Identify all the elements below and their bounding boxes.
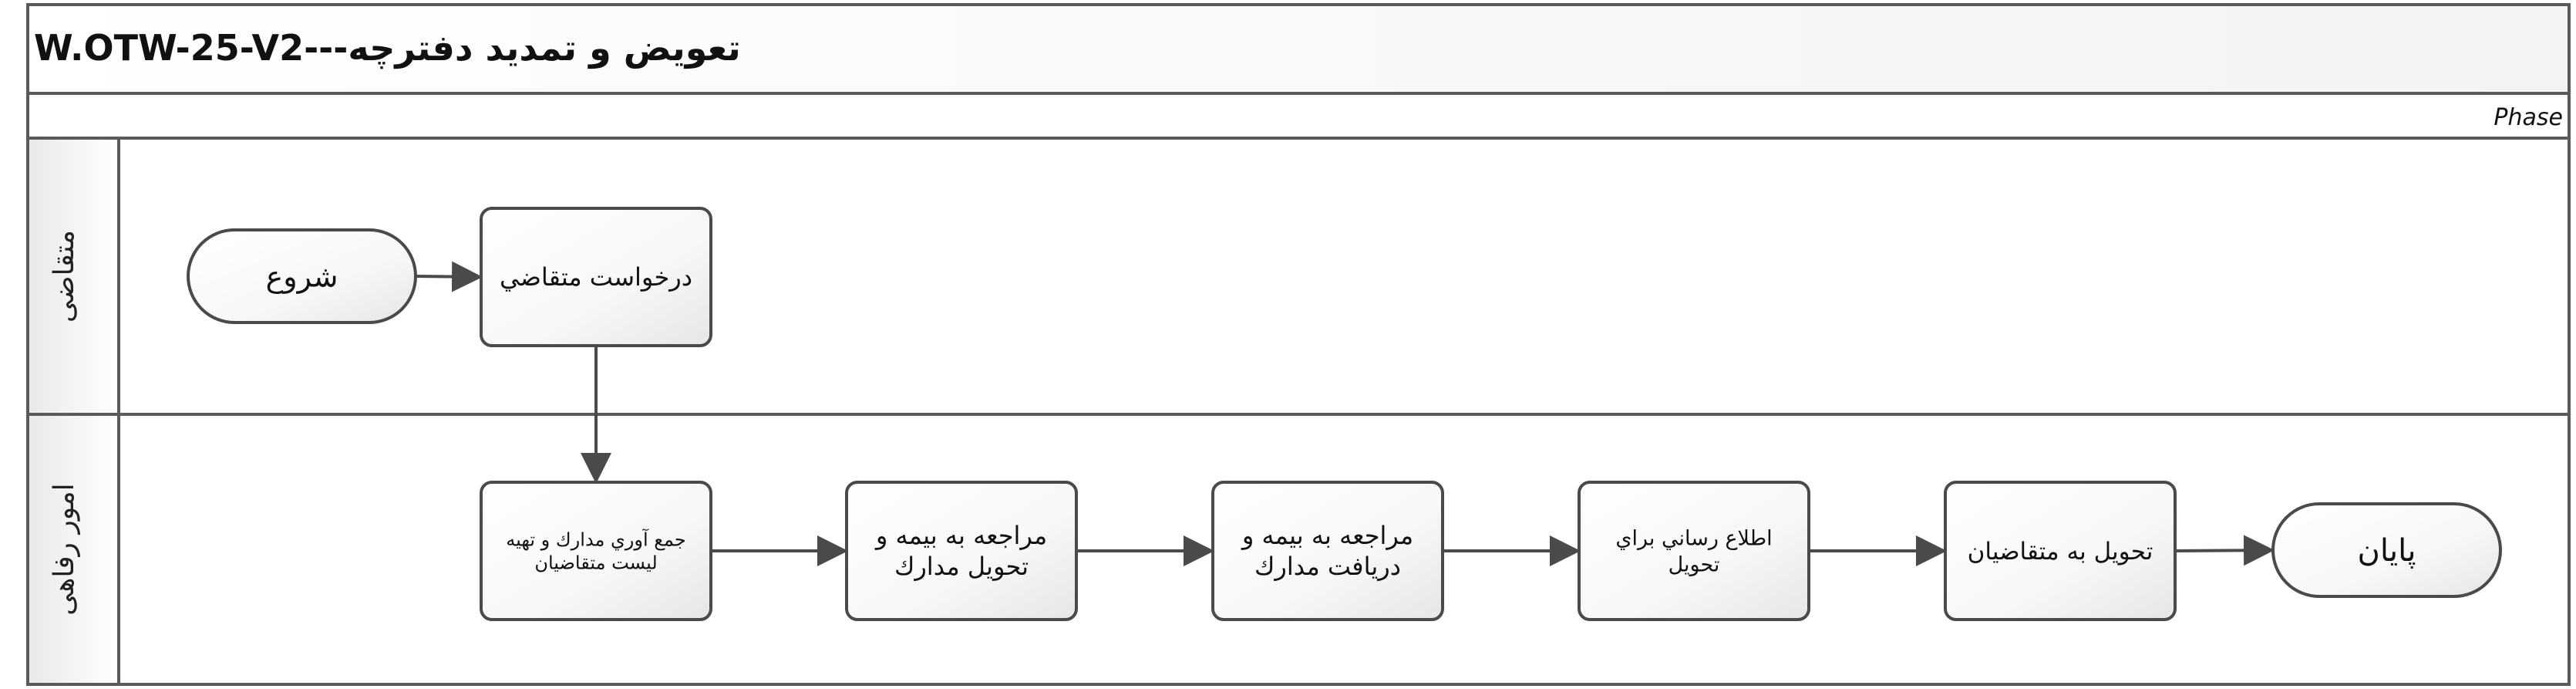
- node-collect-label-1: ليست متقاضيان: [534, 552, 658, 574]
- lane-label-applicant: متقاضی: [49, 230, 80, 323]
- node-start-label-0: شروع: [265, 259, 338, 294]
- node-notify-label-0: اطلاع رساني براي: [1615, 526, 1773, 551]
- node-start: [188, 230, 416, 323]
- edge-start-to-request: [416, 276, 480, 277]
- node-deliver_docs-label-0: مراجعه به بيمه و: [875, 521, 1048, 551]
- node-receive_docs-label-1: دريافت مدارك: [1254, 552, 1401, 582]
- node-collect-label-0: جمع آوري مدارك و تهيه: [506, 529, 686, 551]
- node-notify: [1579, 482, 1809, 620]
- node-request-label-0: درخواست متقاضي: [500, 262, 692, 292]
- node-end-label-0: پايان: [2357, 533, 2416, 569]
- node-deliver_docs-label-1: تحويل مدارك: [894, 552, 1029, 582]
- node-end: [2273, 504, 2500, 596]
- node-notify-shape: [1579, 482, 1809, 620]
- edge-handover-to-end: [2175, 550, 2271, 551]
- phase-label: Phase: [2494, 104, 2563, 131]
- node-notify-label-1: تحويل: [1668, 552, 1720, 577]
- node-handover-label-0: تحويل به متقاضيان: [1967, 537, 2153, 566]
- node-collect-shape: [481, 482, 711, 620]
- lane-label-welfare: امور رفاهی: [49, 483, 80, 616]
- node-collect: [481, 482, 711, 620]
- node-deliver_docs: [847, 482, 1076, 620]
- node-receive_docs-shape: [1213, 482, 1443, 620]
- phase-strip: [28, 94, 2569, 137]
- node-deliver_docs-shape: [847, 482, 1076, 620]
- node-handover: [1945, 482, 2175, 620]
- node-request: [481, 208, 711, 346]
- node-receive_docs: [1213, 482, 1443, 620]
- node-receive_docs-label-0: مراجعه به بيمه و: [1241, 521, 1414, 551]
- diagram-title: W.OTW-25-V2---تعویض و تمدید دفترچه: [34, 27, 741, 69]
